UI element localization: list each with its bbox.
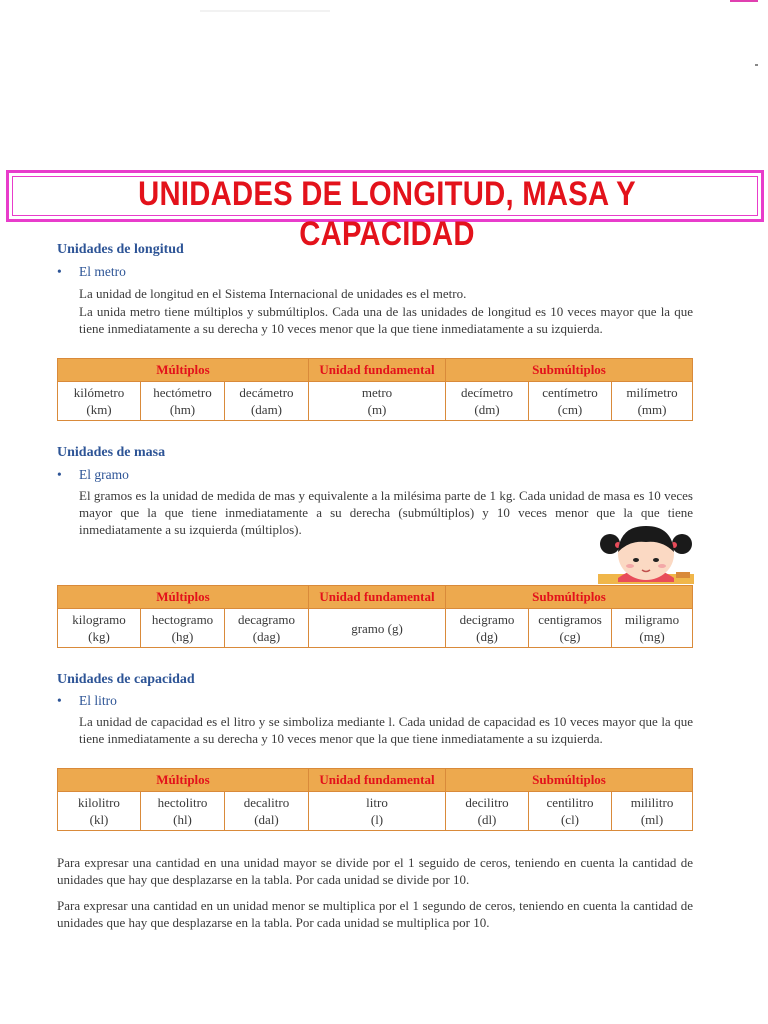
header-multiplos: Múltiplos (58, 769, 309, 792)
unit-cell (529, 609, 612, 648)
unit-cell (446, 609, 529, 648)
header-submultiplos: Submúltiplos (446, 359, 693, 382)
unit-abbr: (cg) (559, 629, 581, 644)
table-capacidad (57, 768, 693, 831)
unit-cell (309, 609, 446, 648)
unit-name: decámetro (239, 385, 294, 400)
unit-abbr: (dm) (474, 402, 500, 417)
unit-abbr: (l) (370, 812, 384, 827)
unit-abbr: (dg) (476, 629, 498, 644)
unit-cell (225, 792, 309, 831)
paragraph-footer-1: Para expresar una cantidad en una unidad mayor se divide por el 1 seguido de ceros, teniendo en cuenta la cantidad de unidades que hay que desplazarse en la tabla. Por cada unidad se divide por 10. (57, 855, 693, 887)
unit-abbr: (km) (86, 402, 112, 417)
unit-abbr: (dam) (250, 402, 283, 417)
top-decoration-line (200, 10, 330, 12)
unit-cell (529, 382, 612, 421)
section-heading-capacidad: Unidades de capacidad (57, 672, 195, 687)
unit-name: miligramo (624, 612, 680, 627)
unit-name: hectolitro (157, 795, 208, 810)
unit-cell (141, 382, 225, 421)
unit-name: kilogramo (72, 612, 126, 627)
paragraph-longitud-1: La unidad de longitud en el Sistema Internacional de unidades es el metro. (79, 286, 467, 301)
bullet-gramo: • El gramo (57, 467, 129, 482)
corner-decoration (730, 0, 758, 2)
header-multiplos: Múltiplos (58, 359, 309, 382)
unit-cell (612, 792, 693, 831)
bullet-label: El litro (79, 693, 117, 708)
unit-abbr: (dl) (477, 812, 497, 827)
unit-abbr: (kg) (88, 629, 110, 644)
unit-abbr: (cm) (557, 402, 583, 417)
unit-name: mililitro (630, 795, 674, 810)
header-unidad-fundamental: Unidad fundamental (309, 586, 446, 609)
unit-name: hectómetro (153, 385, 212, 400)
girl-illustration-icon (596, 518, 696, 586)
unit-cell (58, 382, 141, 421)
unit-name: metro (361, 385, 393, 400)
page-title: UNIDADES DE LONGITUD, MASA Y CAPACIDAD (138, 175, 636, 253)
unit-name: decalitro (243, 795, 290, 810)
bullet-label: El metro (79, 264, 126, 279)
unit-cell (225, 609, 309, 648)
margin-mark (755, 64, 758, 66)
unit-abbr: (dag) (252, 629, 281, 644)
bullet-litro: • El litro (57, 693, 117, 708)
section-heading-masa: Unidades de masa (57, 445, 166, 460)
unit-name: kilómetro (73, 385, 125, 400)
bullet-metro: • El metro (57, 264, 126, 279)
unit-abbr: (kl) (89, 812, 109, 827)
unit-name: kilolitro (78, 795, 120, 810)
unit-cell (58, 792, 141, 831)
unit-name: litro (366, 795, 388, 810)
paragraph-masa: El gramos es la unidad de medida de mas y equivalente a la milésima parte de 1 kg. Cada unidad de masa es 10 veces mayor que la que tiene inmediatamente a su derecha (submúltiplos) y 10 veces menor que la que tiene inmediatamente a su izquierda (múltiplos). (79, 488, 693, 537)
unit-abbr: (hg) (171, 629, 194, 644)
paragraph-longitud-2: La unida metro tiene múltiplos y submúltiplos. Cada una de las unidades de longitud es 10 veces mayor que la que tiene inmediatamente a su derecha y 10 veces menor que la que tiene inmediatamente a su izquierda. (79, 304, 693, 336)
unit-cell (612, 609, 693, 648)
table-masa (57, 585, 693, 648)
unit-abbr: (m) (367, 402, 387, 417)
unit-name: decagramo (237, 612, 296, 627)
unit-abbr: (hm) (169, 402, 196, 417)
section-heading-longitud: Unidades de longitud (57, 242, 184, 257)
unit-cell (446, 792, 529, 831)
header-submultiplos: Submúltiplos (446, 769, 693, 792)
unit-abbr: (dal) (254, 812, 279, 827)
unit-name: hectogramo (151, 612, 214, 627)
unit-cell (58, 609, 141, 648)
unit-cell (446, 382, 529, 421)
unit-cell (141, 609, 225, 648)
unit-abbr: (ml) (640, 812, 664, 827)
unit-abbr: (mm) (637, 402, 667, 417)
paragraph-footer-2: Para expresar una cantidad en un unidad menor se multiplica por el 1 segundo de ceros, teniendo en cuenta la cantidad de unidades que hay que desplazarse en la tabla. Por cada unidad se multiplica por 10. (57, 898, 693, 930)
unit-cell (612, 382, 693, 421)
header-submultiplos: Submúltiplos (446, 586, 693, 609)
unit-cell (309, 792, 446, 831)
unit-name: gramo (g) (351, 620, 403, 636)
unit-name: decigramo (459, 612, 515, 627)
unit-name: centigramos (538, 612, 602, 627)
unit-cell (309, 382, 446, 421)
paragraph-capacidad: La unidad de capacidad es el litro y se simboliza mediante l. Cada unidad de capacidad es 10 veces mayor que la que tiene inmediatamente a su derecha y 10 veces menor que la que tiene inmediatamente a su izquierda. (79, 714, 693, 746)
unit-name: decilitro (465, 795, 509, 810)
unit-name: centilitro (546, 795, 594, 810)
bullet-label: El gramo (79, 467, 129, 482)
header-multiplos: Múltiplos (58, 586, 309, 609)
unit-name: decímetro (461, 385, 513, 400)
unit-abbr: (cl) (560, 812, 580, 827)
header-unidad-fundamental: Unidad fundamental (309, 359, 446, 382)
table-longitud (57, 358, 693, 421)
header-unidad-fundamental: Unidad fundamental (309, 769, 446, 792)
unit-cell (225, 382, 309, 421)
unit-name: centímetro (542, 385, 598, 400)
unit-cell (529, 792, 612, 831)
unit-abbr: (mg) (639, 629, 665, 644)
unit-name: milímetro (626, 385, 678, 400)
unit-cell (141, 792, 225, 831)
unit-abbr: (hl) (173, 812, 192, 827)
